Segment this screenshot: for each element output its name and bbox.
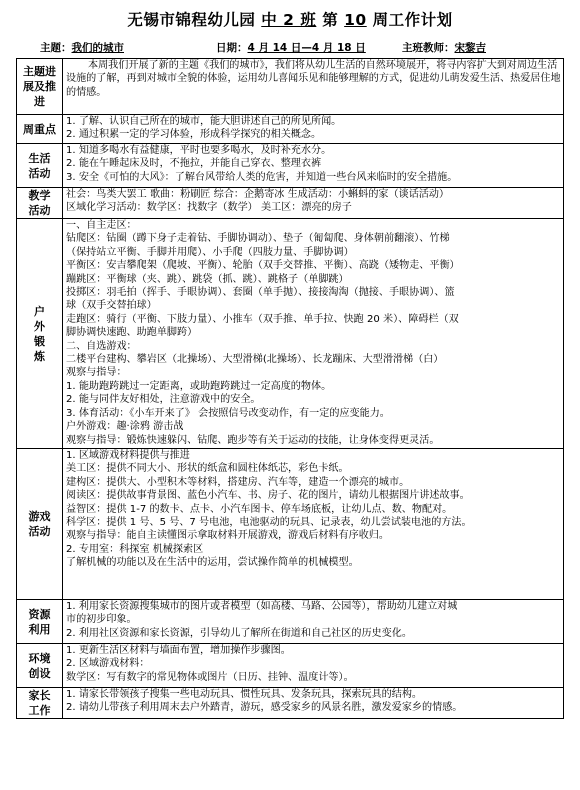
document-title xyxy=(0,8,580,30)
text-line: 一、自主走区： xyxy=(66,220,137,231)
plan-table xyxy=(16,58,564,719)
theme-text: 本周我们开展了新的主题《我们的城市》，我们将从幼儿生活的自然环境展开，将寻内容扩大到对周边生活设施的了解，再到对城市全貌的体验，运用幼儿喜闻乐见和能够理解的方式，促进幼儿萌发爱生活、热爱居住地的情感。 xyxy=(66,60,561,98)
text-line: 二、自选游戏： xyxy=(66,340,137,352)
heading-line: 活动 xyxy=(28,204,51,217)
heading-line: 资源 xyxy=(28,607,51,621)
text-line: 阅读区：提供故事背景图、蓝色小汽车、书、房子、花的图片，请幼儿根据图片讲述故事。 xyxy=(66,490,470,502)
text-line: 社会：鸟类大罢工 歌曲：粉刷匠 综合：企鹅寄冰 生成活动：小蝌蚪的家（谈话活动） xyxy=(66,189,450,200)
content-outdoor xyxy=(63,219,564,449)
title-mid: 第 xyxy=(316,11,345,29)
text-line: 2. 请幼儿带孩子利用周末去户外踏青，游玩，感受家乡的风景名胜，激发爱家乡的情感。 xyxy=(66,702,463,714)
teacher-value: 宋黎吉 xyxy=(454,42,486,54)
row-games xyxy=(17,449,564,600)
heading-line: 炼 xyxy=(34,349,45,363)
heading-resources xyxy=(17,600,63,644)
text-line: 蹦跳区：平衡球（夹、跳）、跳袋（抓、跳）、跳格子（单脚跳） xyxy=(66,273,349,285)
text-line: 1. 请家长带领孩子搜集一些电动玩具、惯性玩具、发条玩具，探索玩具的结构。 xyxy=(66,689,423,700)
meta-line xyxy=(0,40,580,56)
title-suffix: 周工作计划 xyxy=(366,11,453,29)
text-line: 2. 能在午睡起床及时，不拖拉，并能自己穿衣、整理衣裤 xyxy=(66,158,322,170)
heading-teaching xyxy=(17,188,63,219)
text-line: 2. 能与同伴友好相处，注意游戏中的安全。 xyxy=(66,394,261,406)
text-line: 球（双手交替拍球） xyxy=(66,300,157,312)
text-line: 益智区：提供 1-7 的数卡、点卡、小汽车图卡、停车场底板，让幼儿点、数、物配对。 xyxy=(66,503,453,515)
text-line: 1. 能助跑跨跳过一定距离，或助跑跨跳过一定高度的物体。 xyxy=(66,380,332,392)
text-line: 2. 利用社区资源和家长资源，引导幼儿了解所在街道和自己社区的历史变化。 xyxy=(66,627,412,639)
heading-line: 周重点 xyxy=(23,122,56,136)
text-line: 二楼平台建构、攀岩区（北操场）、大型滑梯(北操场）、长龙蹦床、大型滑滑梯（白） xyxy=(66,354,444,366)
heading-line: 创设 xyxy=(28,666,51,680)
text-line: 脚协调快速跑、助跑单脚跨） xyxy=(66,327,198,339)
text-line: 观察与指导：能自主读懂图示拿取材料开展游戏，游戏后材料有序收归。 xyxy=(66,530,389,542)
heading-line: 活动 xyxy=(28,166,51,180)
content-life xyxy=(63,144,564,188)
teacher-label: 主班教师： xyxy=(402,42,455,54)
row-life xyxy=(17,144,564,188)
text-line: 市的初步印象。 xyxy=(66,614,137,626)
content-resources xyxy=(63,600,564,644)
text-line: 1. 区域游戏材料提供与推进 xyxy=(66,450,190,461)
text-line: 2. 区域游戏材料： xyxy=(66,658,150,670)
theme-label: 主题： xyxy=(40,42,72,54)
heading-environment xyxy=(17,644,63,688)
text-line: 数学区：写有数字的常见物体或图片（日历、挂钟、温度计等）。 xyxy=(66,671,354,683)
text-line: 钻爬区：钻圈（蹲下身子走着钻、手脚协调动）、垫子（匍匐爬、身体朝前翻滚）、竹梯 xyxy=(66,233,450,245)
date-field xyxy=(216,40,366,55)
heading-games xyxy=(17,449,63,600)
heading-family xyxy=(17,688,63,719)
row-outdoor xyxy=(17,219,564,449)
heading-line: 活动 xyxy=(28,525,51,538)
text-line: 观察与指导： xyxy=(66,367,127,379)
text-line: 1. 利用家长资源搜集城市的图片或者模型（如高楼、马路、公园等），帮助幼儿建立对城 xyxy=(66,601,458,612)
content-family xyxy=(63,688,564,719)
text-line: 3. 体育活动：《小车开来了》 会按照信号改变动作，有一定的应变能力。 xyxy=(66,407,390,419)
row-family xyxy=(17,688,564,719)
text-line: 2. 专用室：科探室 机械探索区 xyxy=(66,543,204,555)
heading-line: 游戏 xyxy=(28,510,51,523)
text-line: 2. 通过积累一定的学习体验，形成科学探究的相关概念。 xyxy=(66,129,322,141)
text-line: 了解机械的功能以及在生活中的运用，尝试操作简单的机械模型。 xyxy=(66,557,359,569)
text-line: 1. 知道多喝水有益健康，平时也要多喝水，及时补充水分。 xyxy=(66,145,332,156)
row-environment xyxy=(17,644,564,688)
row-theme xyxy=(17,59,564,115)
content-environment xyxy=(63,644,564,688)
theme-value: 我们的城市 xyxy=(71,42,124,54)
heading-focus xyxy=(17,115,63,144)
heading-theme xyxy=(17,59,63,115)
heading-line: 家长 xyxy=(28,689,51,702)
title-school: 无锡市锦程幼儿园 xyxy=(127,11,262,29)
text-line: 1. 更新生活区材料与墙面布置，增加操作步骤图。 xyxy=(66,645,291,656)
date-value: 4 月 14 日—4 月 18 日 xyxy=(247,42,366,54)
content-focus xyxy=(63,115,564,144)
text-line: 平衡区：安吉攀爬架（爬坡、平衡）、轮胎（双手交替推、平衡）、高跷（矮物走、平衡） xyxy=(66,260,460,272)
row-focus xyxy=(17,115,564,144)
date-label: 日期： xyxy=(216,42,248,54)
heading-line: 进 xyxy=(34,95,45,108)
heading-line: 户 xyxy=(34,304,45,318)
content-theme xyxy=(63,59,564,115)
heading-line: 展及推 xyxy=(23,80,56,93)
text-line: 投掷区：羽毛拍（挥手、手眼协调）、套圈（单手抛）、接接淘淘（抛接、手眼协调）、篮 xyxy=(66,287,455,299)
title-week: 10 xyxy=(344,11,367,29)
heading-line: 锻 xyxy=(34,334,45,348)
text-line: 美工区：提供不同大小、形状的纸盒和圆柱体纸芯，彩色卡纸。 xyxy=(66,463,349,475)
row-teaching xyxy=(17,188,564,219)
heading-line: 教学 xyxy=(28,189,51,202)
text-line: 科学区：提供 1 号、5 号、7 号电池，电池驱动的玩具、记录表，幼儿尝试装电池的方法。 xyxy=(66,517,472,529)
text-line: 区域化学习活动：数学区：找数字（数学） 美工区：漂亮的房子 xyxy=(66,202,352,214)
content-teaching xyxy=(63,188,564,219)
content-games xyxy=(63,449,564,600)
row-resources xyxy=(17,600,564,644)
text-line: 户外游戏：趣·涂鸦 游击战 xyxy=(66,421,184,433)
heading-outdoor xyxy=(17,219,63,449)
text-line: （保持站立平衡、手脚并用爬）、小手爬（四肢力量、手脚协调） xyxy=(66,246,354,258)
text-line: 走跑区：骑行（平衡、下肢力量）、小推车（双手推、单手拉、快跑 20 米）、障碍栏（双 xyxy=(66,313,459,325)
heading-line: 利用 xyxy=(28,622,51,636)
text-line: 3. 安全《可怕的大风》：了解台风带给人类的危害，并知道一些台风来临时的安全措施。 xyxy=(66,171,458,183)
heading-line: 主题进 xyxy=(23,65,56,78)
heading-line: 生活 xyxy=(28,151,51,165)
theme-field xyxy=(40,40,124,55)
text-line: 1. 了解、认识自己所在的城市，能大胆讲述自己的所见所闻。 xyxy=(66,116,342,127)
text-line: 观察与指导：锻炼快速躲闪、钻爬、跑步等有关于运动的技能，让身体变得更灵活。 xyxy=(66,434,440,446)
heading-line: 外 xyxy=(34,319,45,333)
teacher-field xyxy=(402,40,486,55)
heading-life xyxy=(17,144,63,188)
heading-line: 环境 xyxy=(28,651,51,665)
text-line: 建构区：提供大、小型积木等材料，搭建房、汽车等，建造一个漂亮的城市。 xyxy=(66,476,410,488)
title-class: 中 2 班 xyxy=(261,11,317,29)
heading-line: 工作 xyxy=(28,704,51,717)
